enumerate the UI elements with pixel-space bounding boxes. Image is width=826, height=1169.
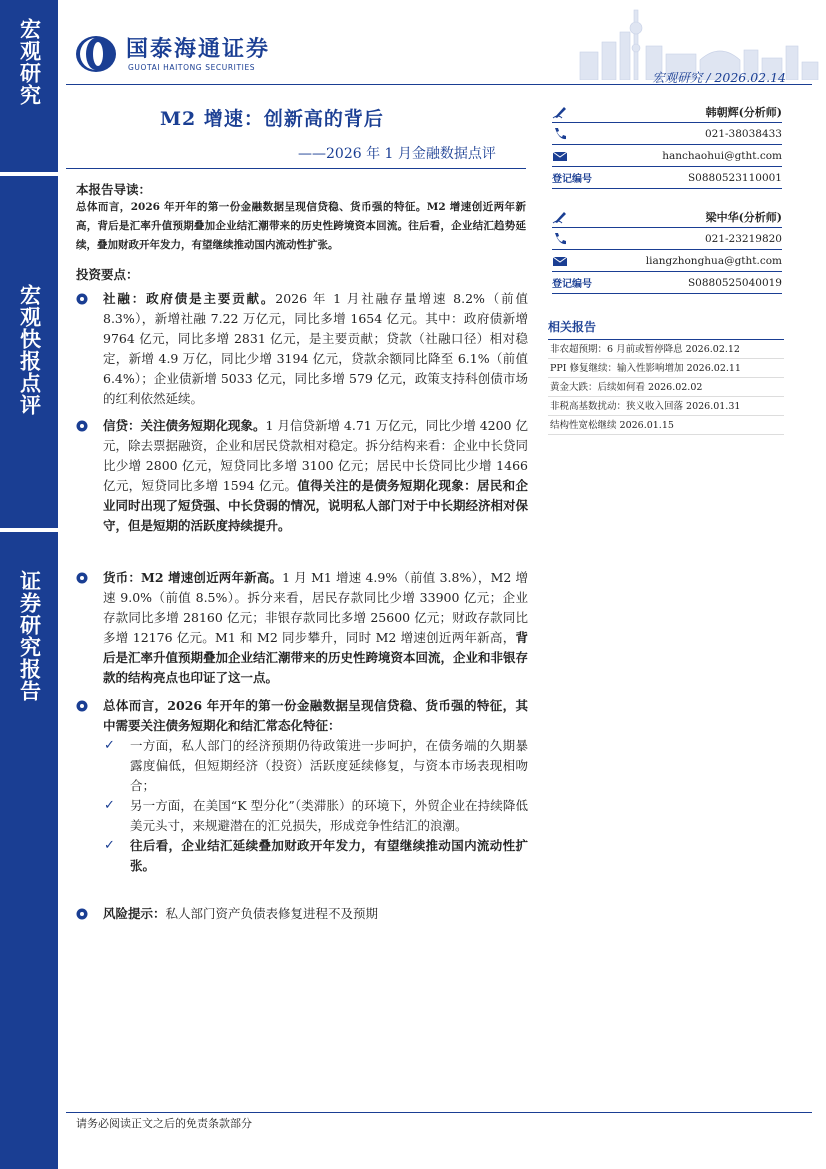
point-credit bbox=[76, 416, 528, 536]
analyst-card-1 bbox=[552, 101, 782, 189]
check-item: ✓ 往后看，企业结汇延续叠加财政开年发力，有望继续推动国内流动性扩张。 bbox=[104, 838, 528, 873]
bullet-icon bbox=[76, 420, 88, 432]
point-title: 总体而言，2026 年开年的第一份金融数据呈现信贷稳、货币强的特征，其中需要关注债务短期化和结汇常态化特征： bbox=[103, 698, 528, 733]
analyst-phone: 021-23219820 bbox=[704, 232, 782, 245]
analyst-name: 梁中华(分析师) bbox=[705, 210, 782, 224]
related-report-item[interactable]: 非税高基数扰动：狭义收入回落 2026.01.31 bbox=[548, 397, 784, 416]
analyst-card-2 bbox=[552, 206, 782, 294]
related-report-item[interactable]: 非农超预期：6 月前或暂停降息 2026.02.12 bbox=[548, 340, 784, 359]
bullet-icon bbox=[76, 908, 88, 920]
point-social-financing bbox=[76, 289, 528, 409]
analyst-email[interactable]: hanchaohui@gtht.com bbox=[662, 149, 782, 162]
footer-divider bbox=[66, 1112, 812, 1113]
related-report-item[interactable]: 黄金大跌：后续如何看 2026.02.02 bbox=[548, 378, 784, 397]
sidebar-section-securities: 证券研究报告 bbox=[0, 532, 58, 1169]
sidebar-section-macro: 宏观研究 bbox=[0, 0, 58, 172]
check-icon: ✓ bbox=[104, 838, 115, 853]
summary-checklist bbox=[104, 736, 528, 876]
registration-number: S0880523110001 bbox=[687, 171, 782, 184]
logo-mark-icon bbox=[74, 34, 118, 74]
logo-english: GUOTAI HAITONG SECURITIES bbox=[128, 62, 256, 72]
phone-icon bbox=[552, 127, 568, 141]
analyst-phone: 021-38038433 bbox=[704, 127, 782, 140]
disclaimer-note: 请务必阅读正文之后的免责条款部分 bbox=[76, 1117, 252, 1130]
point-highlight: 背后是汇率升值预期叠加企业结汇潮带来的历史性跨境资本回流，企业和非银存款的结构亮点也印证了这一点。 bbox=[103, 630, 529, 685]
registration-number: S0880525040019 bbox=[687, 276, 782, 289]
guide-text: 总体而言，2026 年开年的第一份金融数据呈现信贷稳、货币强的特征。M2 增速创近两年新高，背后是汇率升值预期叠加企业结汇潮带来的历史性跨境资本回流。往后看，企业结汇趋势延续，叠加财政开年发力，有望继续推动国内流动性扩张。 bbox=[76, 201, 526, 251]
check-item: ✓ 另一方面，在美国“K 型分化”（类滞胀）的环境下，外贸企业在持续降低美元头寸，来规避潜在的汇兑损失，形成竞争性结汇的浪潮。 bbox=[104, 798, 528, 833]
risk-warning bbox=[76, 904, 528, 924]
logo-chinese: 国泰海通证券 bbox=[126, 36, 271, 62]
related-reports bbox=[548, 318, 784, 435]
sidebar-section-flash: 宏观快报点评 bbox=[0, 176, 58, 528]
email-icon bbox=[552, 254, 568, 268]
registration-label: 登记编号 bbox=[552, 174, 592, 185]
point-title: 信贷：关注债务短期化现象。 bbox=[103, 418, 266, 433]
related-report-item[interactable]: 结构性宽松继续 2026.01.15 bbox=[548, 416, 784, 435]
email-icon bbox=[552, 149, 568, 163]
point-body: 1 月信贷新增 4.71 万亿元，同比少增 4200 亿元，除去票据融资，企业和居民贷款相对稳定。拆分结构来看：企业中长贷同比少增 2800 亿元，短贷同比多增 3100 亿元；居民中长贷同比少增 1466 亿元，短贷同比多增 1594 亿元。 bbox=[103, 418, 529, 493]
report-subtitle: ——2026 年 1 月金融数据点评 bbox=[298, 146, 496, 162]
point-highlight: 值得关注的是债务短期化现象：居民和企业同时出现了短贷强、中长贷弱的情况，说明私人部门对于中长期经济相对保守，但是短期的活跃度持续提升。 bbox=[103, 478, 529, 533]
report-title: M2 增速：创新高的背后 bbox=[160, 108, 384, 130]
risk-body: 私人部门资产负债表修复进程不及预期 bbox=[165, 906, 379, 921]
point-title: 社融：政府债是主要贡献。 bbox=[103, 291, 276, 306]
header-divider bbox=[66, 84, 812, 85]
guide-heading: 本报告导读： bbox=[76, 182, 152, 197]
company-logo bbox=[74, 34, 270, 74]
check-icon: ✓ bbox=[104, 738, 115, 753]
registration-label: 登记编号 bbox=[552, 279, 592, 290]
analyst-email[interactable]: liangzhonghua@gtht.com bbox=[645, 254, 782, 267]
point-body: 2026 年 1 月社融存量增速 8.2%（前值 8.3%），新增社融 7.22 万亿元，同比多增 1654 亿元。其中：政府债新增 9764 亿元，同比多增 2831 亿元，是主要贡献；贷款（社融口径）相对稳定，新增 4.9 万亿，同比少增 3194 亿元，贷款余额同比降至 6.1%（前值 6.4%）；企业债新增 5033 亿元，同比多增 579 亿元，政策支持科创债市场的红利依然延续。 bbox=[103, 291, 528, 406]
point-title: 货币：M2 增速创近两年新高。 bbox=[103, 570, 283, 585]
check-icon: ✓ bbox=[104, 798, 115, 813]
category-date: 宏观研究 / 2026.02.14 bbox=[652, 70, 786, 85]
key-points-heading: 投资要点： bbox=[76, 267, 139, 282]
related-reports-title: 相关报告 bbox=[548, 318, 784, 340]
related-report-item[interactable]: PPI 修复继续：输入性影响增加 2026.02.11 bbox=[548, 359, 784, 378]
pen-icon bbox=[552, 105, 568, 119]
bullet-icon bbox=[76, 293, 88, 305]
bullet-icon bbox=[76, 572, 88, 584]
risk-title: 风险提示： bbox=[103, 906, 166, 921]
point-money bbox=[76, 568, 528, 688]
pen-icon bbox=[552, 210, 568, 224]
point-summary bbox=[76, 696, 528, 736]
phone-icon bbox=[552, 232, 568, 246]
title-divider bbox=[66, 168, 526, 169]
check-item: ✓ 一方面，私人部门的经济预期仍待政策进一步呵护，在债务端的久期暴露度偏低，但短期经济（投资）活跃度延续修复，与资本市场表现相吻合； bbox=[104, 738, 528, 793]
bullet-icon bbox=[76, 700, 88, 712]
analyst-name: 韩朝辉(分析师) bbox=[705, 105, 782, 119]
point-body: 1 月 M1 增速 4.9%（前值 3.8%），M2 增速 9.0%（前值 8.5%）。拆分来看，居民存款同比少增 33900 亿元；企业存款同比多增 28160 亿元；非银存款同比多增 25600 亿元；财政存款同比多增 12176 亿元。M1 和 M2 同步攀升，同时 M2 增速创近两年新高， bbox=[103, 570, 529, 645]
